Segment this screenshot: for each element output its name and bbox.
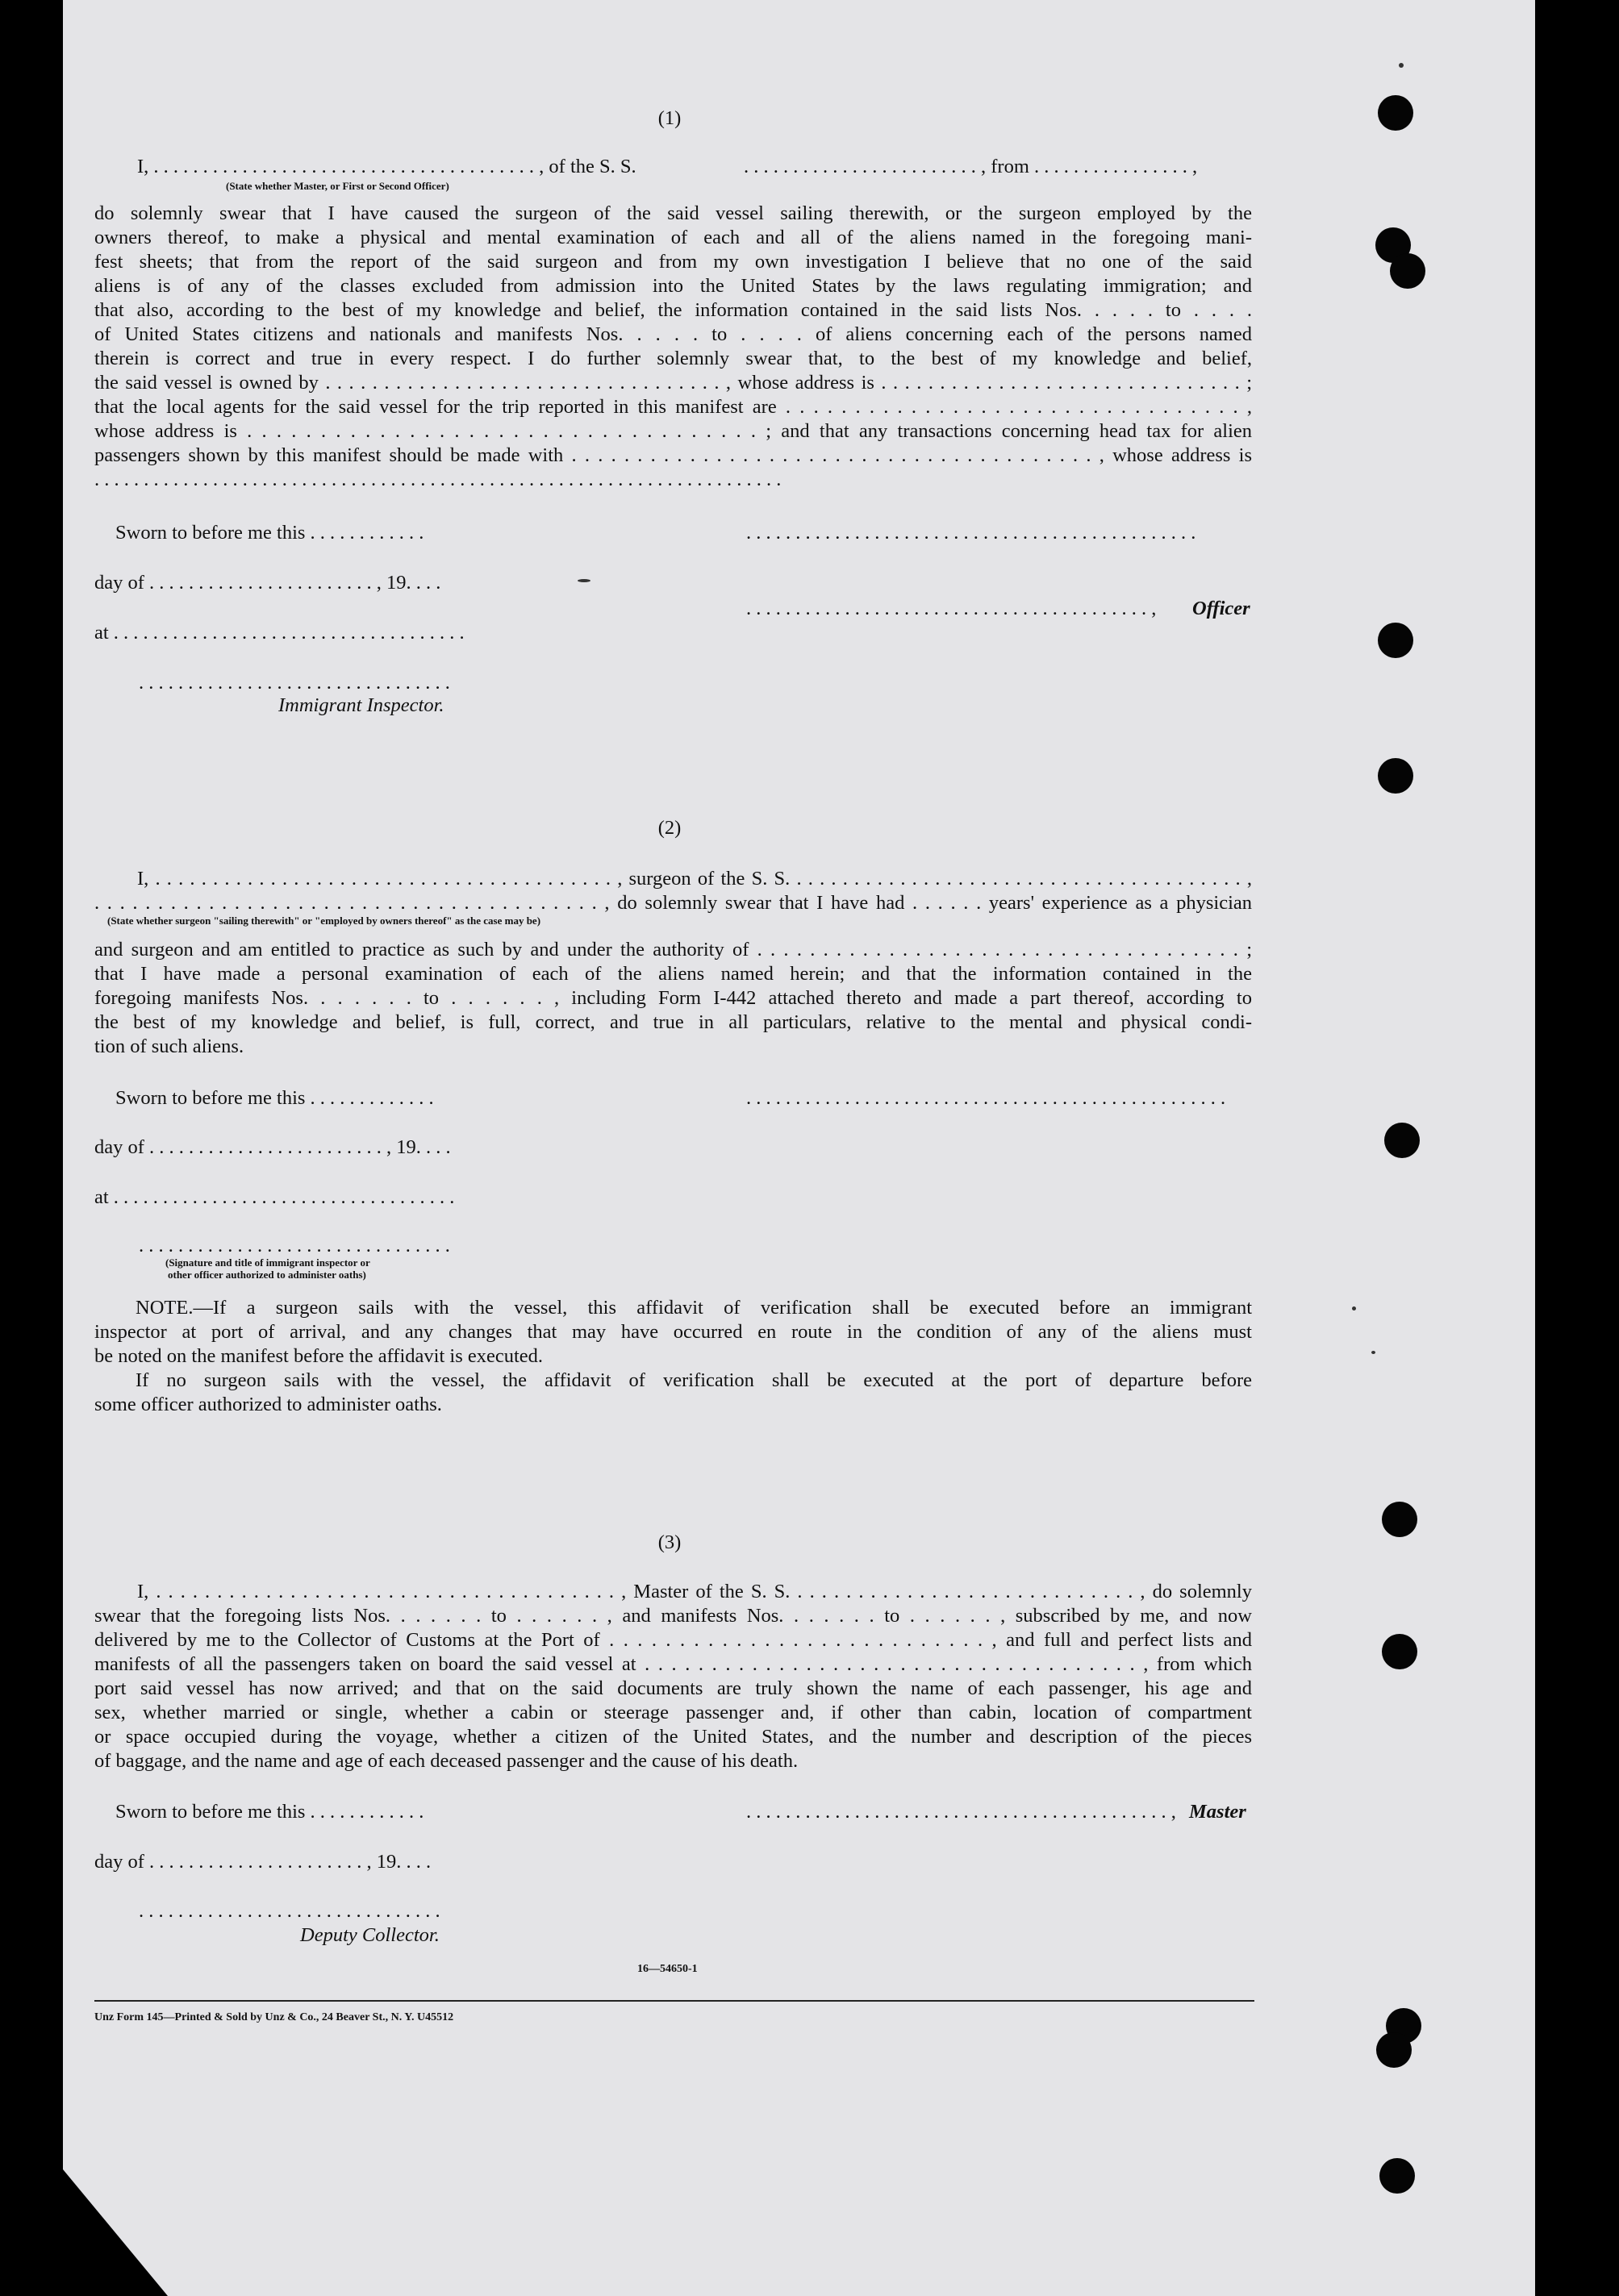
speck xyxy=(578,579,590,582)
note-line: some officer authorized to administer oaths. xyxy=(94,1394,442,1415)
body-line: the said vessel is owned by . . . . . . . . . . . . . . . . . . . . . . . . . . . . . . . . . . , whose address is . . . . . . . . . . . . . . . . . . . . . . . . . . . . . . . ; xyxy=(94,372,1252,394)
body-line: of baggage, and the name and age of each deceased passenger and the cause of his death. xyxy=(94,1750,799,1772)
body-line: or space occupied during the voyage, whether a citizen of the United States, and the number and description of the pieces xyxy=(94,1726,1252,1748)
form-code: 16—54650-1 xyxy=(637,1963,698,1975)
s2-day: day of . . . . . . . . . . . . . . . . . . . . . . . . , 19. . . . xyxy=(94,1136,451,1158)
s1-inspector-title: Immigrant Inspector. xyxy=(278,694,444,716)
section-number: (2) xyxy=(657,817,682,839)
s3-collector-line: . . . . . . . . . . . . . . . . . . . . . . . . . . . . . . . xyxy=(139,1900,440,1922)
punch-hole xyxy=(1376,2032,1412,2068)
punch-hole xyxy=(1378,623,1413,658)
note-line: NOTE.—If a surgeon sails with the vessel, this affidavit of verification shall be executed before an immigrant xyxy=(136,1297,1252,1319)
s1-line1-a: I, . . . . . . . . . . . . . . . . . . . . . . . . . . . . . . . . . . . . . . . , of the S. S. xyxy=(137,156,636,177)
s1-officer-line: . . . . . . . . . . . . . . . . . . . . . . . . . . . . . . . . . . . . . . . . . , xyxy=(746,598,1157,619)
speck xyxy=(1399,63,1404,68)
body-line: therein is correct and true in every respect. I do further solemnly swear that, to the best of my knowledge and belief, xyxy=(94,348,1252,369)
s1-officer-label: Officer xyxy=(1192,598,1250,619)
note-line: inspector at port of arrival, and any changes that may have occurred en route in the condition of any of the aliens must xyxy=(94,1321,1252,1343)
section-number: (3) xyxy=(657,1531,682,1553)
body-line: manifests of all the passengers taken on board the said vessel at . . . . . . . . . . . . . . . . . . . . . . . . . . . . . . . . . . . . . , from which xyxy=(94,1653,1252,1675)
s2-line2: . . . . . . . . . . . . . . . . . . . . . . . . . . . . . . . . . . . . . . . . , do solemnly swear that I have had . . . . . . years' experience as a physician xyxy=(94,892,1252,914)
s2-sig-note: other officer authorized to administer oaths) xyxy=(168,1269,366,1281)
body-line: swear that the foregoing lists Nos. . . . . . . to . . . . . . , and manifests Nos. . . . . . . to . . . . . . , subscribed by me, and now xyxy=(94,1605,1252,1627)
s2-line1: I, . . . . . . . . . . . . . . . . . . . . . . . . . . . . . . . . . . . . . . . . , surgeon of the S. S. . . . . . . . . . . . . . . . . . . . . . . . . . . . . . . . . . . . . . . . , xyxy=(137,868,1252,890)
note-line: be noted on the manifest before the affidavit is executed. xyxy=(94,1345,544,1367)
s1-inspector-line: . . . . . . . . . . . . . . . . . . . . . . . . . . . . . . . . xyxy=(139,672,450,694)
footer-imprint: Unz Form 145—Printed & Sold by Unz & Co., 24 Beaver St., N. Y. U45512 xyxy=(94,2011,454,2023)
s2-signature-line: . . . . . . . . . . . . . . . . . . . . . . . . . . . . . . . . . . . . . . . . . . . . . . . . . xyxy=(746,1087,1226,1109)
speck xyxy=(1371,1351,1375,1354)
s3-master-line: . . . . . . . . . . . . . . . . . . . . . . . . . . . . . . . . . . . . . . . . . . . , xyxy=(746,1801,1176,1823)
body-line: and surgeon and am entitled to practice as such by and under the authority of . . . . . . . . . . . . . . . . . . . . . . . . . . . . . . . . . . . . . ; xyxy=(94,939,1252,960)
s1-sworn: Sworn to before me this . . . . . . . . . . . . xyxy=(115,522,424,544)
body-line: passengers shown by this manifest should be made with . . . . . . . . . . . . . . . . . . . . . . . . . . . . . . . . . . . . . . . . , whose address is xyxy=(94,444,1252,466)
s3-collector-title: Deputy Collector. xyxy=(300,1924,440,1946)
punch-hole xyxy=(1390,253,1425,289)
s2-note: (State whether surgeon "sailing therewith" or "employed by owners thereof" as the case may be) xyxy=(107,915,541,927)
s1-line1-b: . . . . . . . . . . . . . . . . . . . . . . . . , from . . . . . . . . . . . . . . . . , xyxy=(744,156,1198,177)
body-line: that I have made a personal examination of each of the aliens named herein; and that the information contained in the xyxy=(94,963,1252,985)
s3-sworn: Sworn to before me this . . . . . . . . . . . . xyxy=(115,1801,424,1823)
body-line: foregoing manifests Nos. . . . . . . to . . . . . . , including Form I-442 attached thereto and made a part thereof, according to xyxy=(94,987,1252,1009)
s1-signature-line: . . . . . . . . . . . . . . . . . . . . . . . . . . . . . . . . . . . . . . . . . . . . . . xyxy=(746,522,1196,544)
body-line: that the local agents for the said vessel for the trip reported in this manifest are . . . . . . . . . . . . . . . . . . . . . . . . . . . . . . . . . , xyxy=(94,396,1252,418)
speck xyxy=(1352,1306,1356,1311)
body-line: fest sheets; that from the report of the said surgeon and from my own investigation I believe that no one of the said xyxy=(94,251,1252,273)
footer-rule xyxy=(94,2000,1254,2002)
s1-day: day of . . . . . . . . . . . . . . . . . . . . . . . , 19. . . . xyxy=(94,572,441,594)
body-line: do solemnly swear that I have caused the surgeon of the said vessel sailing therewith, or the surgeon employed by the xyxy=(94,202,1252,224)
s2-at: at . . . . . . . . . . . . . . . . . . . . . . . . . . . . . . . . . . . xyxy=(94,1186,455,1208)
s3-master-label: Master xyxy=(1189,1801,1246,1823)
s3-day: day of . . . . . . . . . . . . . . . . . . . . . . , 19. . . . xyxy=(94,1851,432,1873)
punch-hole xyxy=(1378,95,1413,131)
body-line: the best of my knowledge and belief, is full, correct, and true in all particulars, relative to the mental and physical condi- xyxy=(94,1011,1252,1033)
body-line: . . . . . . . . . . . . . . . . . . . . . . . . . . . . . . . . . . . . . . . . . . . . . . . . . . . . . . . . . . . . . . . . . . . . . . xyxy=(94,469,782,490)
body-line: whose address is . . . . . . . . . . . . . . . . . . . . . . . . . . . . . . . . . . . ; and that any transactions concerning head tax for alien xyxy=(94,420,1252,442)
s2-sworn: Sworn to before me this . . . . . . . . . . . . . xyxy=(115,1087,434,1109)
s2-inspector-line: . . . . . . . . . . . . . . . . . . . . . . . . . . . . . . . . xyxy=(139,1235,450,1256)
punch-hole xyxy=(1379,2158,1415,2194)
punch-hole xyxy=(1384,1123,1420,1158)
section-number: (1) xyxy=(657,107,682,129)
body-line: delivered by me to the Collector of Customs at the Port of . . . . . . . . . . . . . . . . . . . . . . . . . . . , and full and perfect lists and xyxy=(94,1629,1252,1651)
body-line: port said vessel has now arrived; and that on the said documents are truly shown the name of each passenger, his age and xyxy=(94,1677,1252,1699)
body-line: sex, whether married or single, whether a cabin or steerage passenger and, if other than cabin, location of compartment xyxy=(94,1702,1252,1723)
s1-note: (State whether Master, or First or Second Officer) xyxy=(226,180,449,192)
note-line: If no surgeon sails with the vessel, the affidavit of verification shall be executed at the port of departure before xyxy=(136,1369,1252,1391)
body-line: that also, according to the best of my knowledge and belief, the information contained in the said lists Nos. . . . . to . . . . xyxy=(94,299,1252,321)
body-line: tion of such aliens. xyxy=(94,1035,244,1057)
s1-at: at . . . . . . . . . . . . . . . . . . . . . . . . . . . . . . . . . . . . xyxy=(94,622,465,644)
body-line: of United States citizens and nationals and manifests Nos. . . . . to . . . . of aliens concerning each of the persons named xyxy=(94,323,1252,345)
body-line: owners thereof, to make a physical and mental examination of each and all of the aliens named in the foregoing mani- xyxy=(94,227,1252,248)
body-line: aliens is of any of the classes excluded from admission into the United States by the laws regulating immigration; and xyxy=(94,275,1252,297)
punch-hole xyxy=(1382,1634,1417,1669)
punch-hole xyxy=(1378,758,1413,794)
punch-hole xyxy=(1382,1502,1417,1537)
body-line: I, . . . . . . . . . . . . . . . . . . . . . . . . . . . . . . . . . . . . . . , Master of the S. S. . . . . . . . . . . . . . . . . . . . . . . . . . . . . , do solemnly xyxy=(137,1581,1252,1602)
s2-sig-note: (Signature and title of immigrant inspector or xyxy=(165,1256,370,1269)
